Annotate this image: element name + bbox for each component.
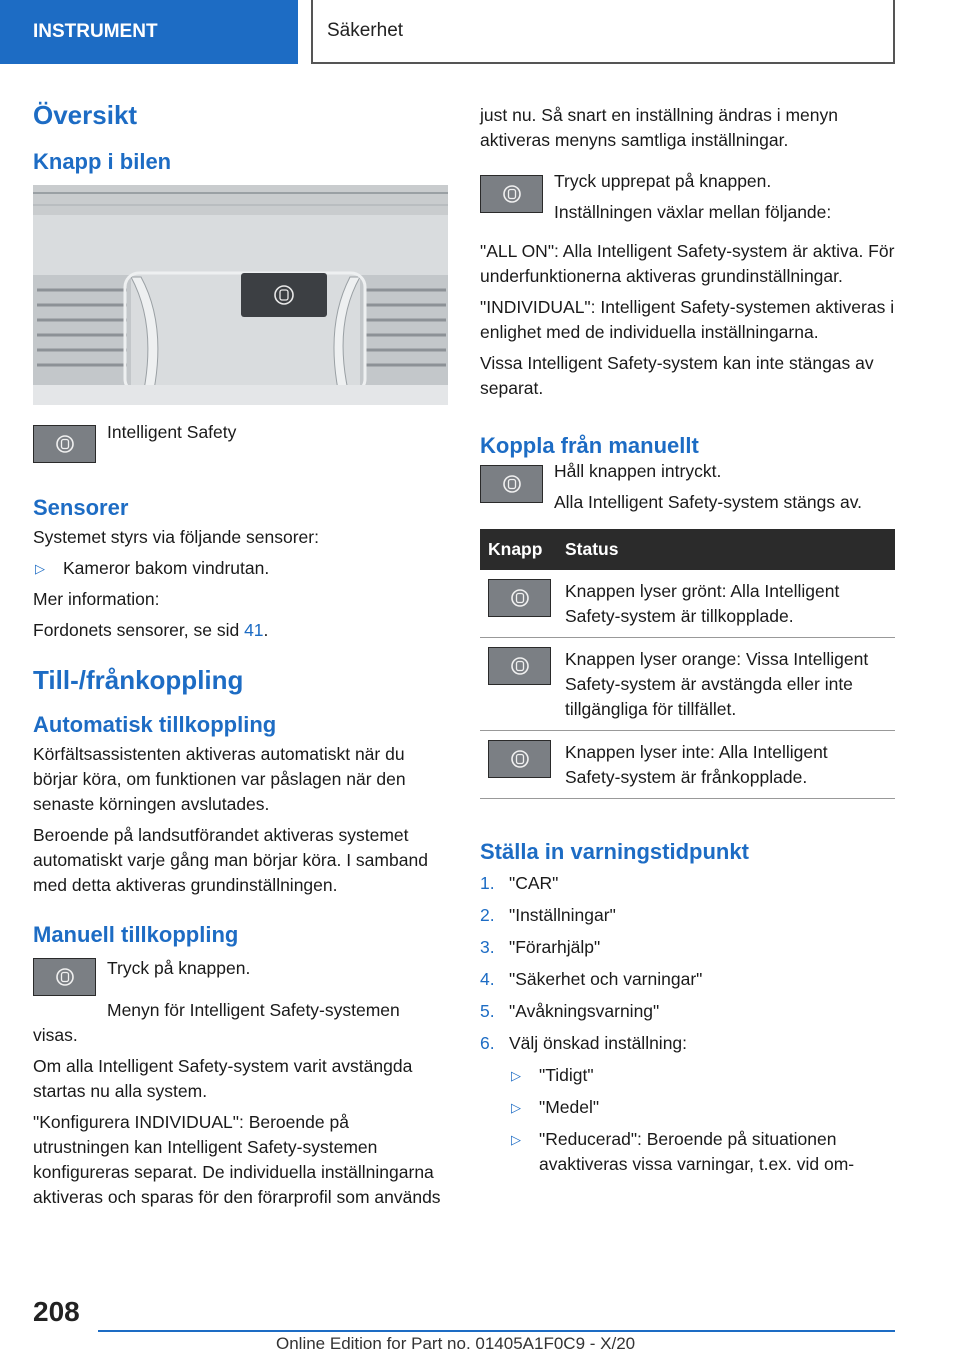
manual-paragraph-2: "Konfigurera INDIVIDUAL": Beroende på utrustningen kan Intelligent Safety-systemen konfigureras separat. De individuella inställningarna aktiveras och sparas för den förarprofil som används <box>33 1112 441 1207</box>
heading-knapp: Knapp i bilen <box>33 149 172 174</box>
button-row-manual <box>33 956 448 996</box>
heading-till-fran: Till-/frånkoppling <box>33 665 244 695</box>
heading-automatisk: Automatisk tillkoppling <box>33 712 277 737</box>
safety-car-icon <box>510 588 530 608</box>
vissa-paragraph: Vissa Intelligent Safety-system kan inte stängas av separat. <box>480 353 874 398</box>
footer-divider <box>98 1330 895 1332</box>
off-text: Alla Intelligent Safety-system stängs av. <box>554 492 863 512</box>
topic-tab <box>311 0 895 64</box>
safety-car-icon <box>502 184 522 204</box>
heading-stalla-in: Ställa in varningstidpunkt <box>480 839 749 864</box>
button-green-icon <box>488 579 551 617</box>
safety-car-icon <box>502 474 522 494</box>
list-item: 4. "Säkerhet och varningar" <box>480 969 703 989</box>
toggle-text: Inställningen växlar mellan följande: <box>554 202 832 222</box>
list-item: ▷ Kameror bakom vindrutan. <box>33 556 448 581</box>
list-item: ▷ "Tidigt" <box>509 1063 895 1088</box>
left-column <box>33 100 448 1216</box>
triangle-bullet-icon: ▷ <box>511 1068 521 1083</box>
list-item: ▷ "Reducerad": Beroende på situationen avaktiveras vissa varningar, t.ex. vid om- <box>509 1127 895 1177</box>
page-reference-link[interactable]: 41 <box>244 620 264 640</box>
section-tab <box>0 0 298 64</box>
safety-car-icon <box>55 967 75 987</box>
button-off-icon <box>488 740 551 778</box>
table-row <box>480 638 895 731</box>
section-label: INSTRUMENT <box>33 21 158 42</box>
triangle-bullet-icon: ▷ <box>511 1100 521 1115</box>
heading-sensorer: Sensorer <box>33 495 129 520</box>
column-header-knapp: Knapp <box>480 529 557 570</box>
intelligent-safety-button[interactable] <box>480 465 543 503</box>
more-info-label: Mer information: <box>33 589 160 609</box>
status-cell: Knappen lyser orange: Vissa Intelligent Safety-system är avstängda eller inte tillgängliga för tillfället. <box>557 638 895 731</box>
triangle-bullet-icon: ▷ <box>511 1132 521 1147</box>
manual-menu-text: Menyn för Intelligent Safety-systemen visas. <box>33 1000 400 1045</box>
hold-text: Håll knappen intryckt. <box>554 461 722 481</box>
status-cell: Knappen lyser grönt: Alla Intelligent Safety-system är tillkopplade. <box>557 570 895 638</box>
button-row-hold <box>480 463 895 521</box>
dashboard-photo <box>33 185 448 405</box>
continued-paragraph: just nu. Så snart en inställning ändras i menyn aktiveras menyns samtliga inställningar. <box>480 105 838 150</box>
intelligent-safety-button[interactable] <box>480 175 543 213</box>
safety-car-icon <box>55 434 75 454</box>
list-item: 1. "CAR" <box>480 873 559 893</box>
individual-paragraph: "INDIVIDUAL": Intelligent Safety-systemen aktiveras i enlighet med de individuella inställningarna. <box>480 297 895 342</box>
auto-paragraph-2: Beroende på landsutförandet aktiveras systemet automatiskt varje gång man börjar köra. I samband med detta aktiveras grundinställningen. <box>33 825 428 895</box>
safety-car-icon <box>510 749 530 769</box>
edition-footer: Online Edition for Part no. 01405A1F0C9 - X/20 <box>276 1334 636 1353</box>
auto-paragraph-1: Körfältsassistenten aktiveras automatiskt när du börjar köra, om funktionen var påslagen när den senaste körningen avslutades. <box>33 744 406 814</box>
heading-manuell: Manuell tillkoppling <box>33 922 239 947</box>
topic-label: Säkerhet <box>327 20 404 41</box>
page-number: 208 <box>33 1296 80 1327</box>
list-item: 3. "Förarhjälp" <box>480 937 601 957</box>
manual-paragraph-1: Om alla Intelligent Safety-system varit avstängda startas nu alla system. <box>33 1056 413 1101</box>
safety-car-icon <box>510 656 530 676</box>
list-item: 5. "Avåkningsvarning" <box>480 1001 660 1021</box>
heading-koppla-fran: Koppla från manuellt <box>480 433 699 458</box>
table-row <box>480 570 895 638</box>
button-row-safety <box>33 423 448 463</box>
column-header-status: Status <box>557 529 895 570</box>
page-title: Översikt <box>33 100 138 130</box>
status-table <box>480 529 895 799</box>
manual-press-text: Tryck på knappen. <box>107 958 251 978</box>
table-header-row <box>480 529 895 570</box>
reference-line: Fordonets sensorer, se sid 41. <box>33 620 269 640</box>
intelligent-safety-button[interactable] <box>33 425 96 463</box>
intelligent-safety-button[interactable] <box>33 958 96 996</box>
safety-label: Intelligent Safety <box>107 422 237 442</box>
triangle-bullet-icon: ▷ <box>35 561 45 576</box>
list-item: ▷ "Medel" <box>509 1095 895 1120</box>
all-on-paragraph: "ALL ON": Alla Intelligent Safety-system är aktiva. För underfunktionerna aktiveras grundinställningar. <box>480 241 895 286</box>
list-item: 2. "Inställningar" <box>480 905 616 925</box>
button-row-repeat <box>480 173 895 231</box>
steps-list <box>480 871 895 1177</box>
table-row <box>480 731 895 799</box>
right-column <box>480 103 895 1184</box>
button-orange-icon <box>488 647 551 685</box>
status-cell: Knappen lyser inte: Alla Intelligent Safety-system är frånkopplade. <box>557 731 895 799</box>
sensorer-intro: Systemet styrs via följande sensorer: <box>33 527 319 547</box>
list-item: 6. Välj önskad inställning: <box>480 1033 688 1053</box>
repeat-press-text: Tryck upprepat på knappen. <box>554 171 772 191</box>
